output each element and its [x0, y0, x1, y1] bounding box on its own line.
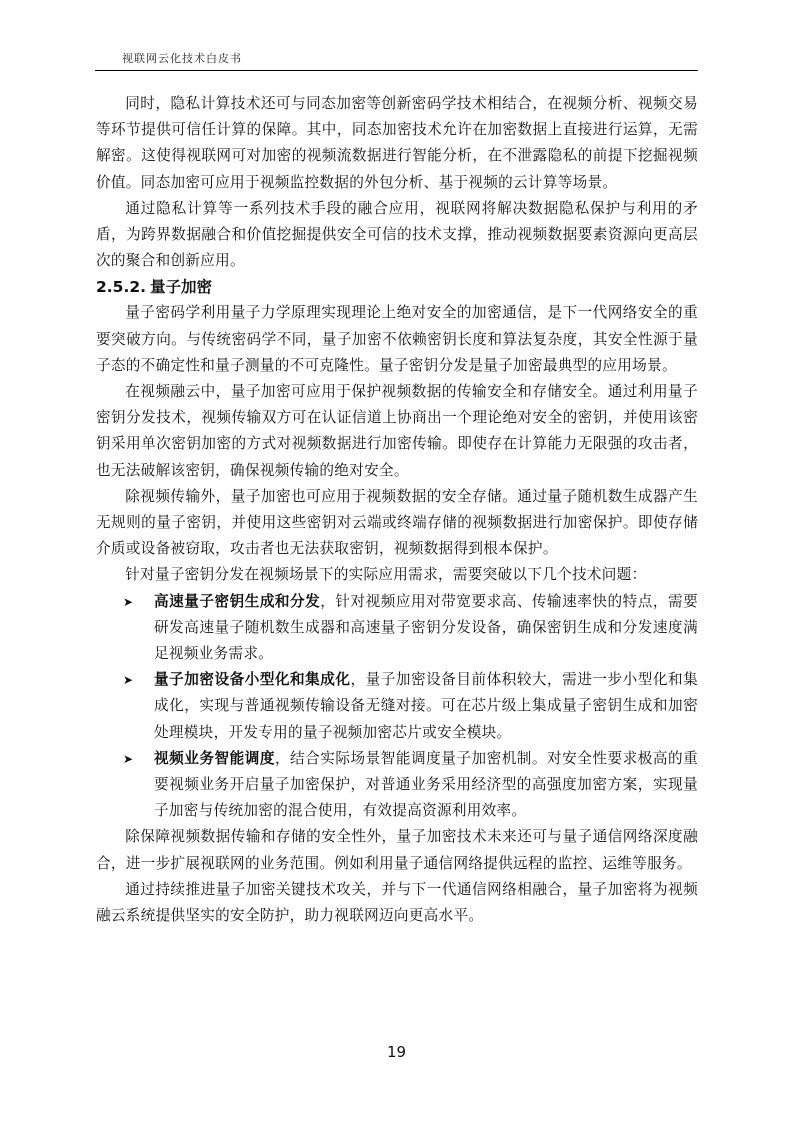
section-heading: [96, 274, 698, 300]
paragraph: 除保障视频数据传输和存储的安全性外，量子加密技术未来还可与量子通信网络深度融合，进一步扩展视联网的业务范围。例如利用量子通信网络提供远程的监控、运维等服务。: [96, 828, 698, 872]
bullet-item: [96, 667, 698, 746]
arrowhead-right-icon: ➤: [123, 594, 134, 609]
paragraph: 量子密码学利用量子力学原理实现理论上绝对安全的加密通信，是下一代网络安全的重要突破方向。与传统密码学不同，量子加密不依赖密钥长度和算法复杂度，其安全性源于量子态的不确定性和量子测量的不可克隆性。量子密钥分发是量子加密最典型的应用场景。: [96, 304, 698, 374]
arrowhead-right-icon: ➤: [123, 751, 134, 766]
page-body: [96, 91, 698, 929]
section-title: 量子加密: [150, 278, 213, 297]
bullet-text: ，结合实际场景智能调度量子加密机制。对安全性要求极高的重要视频业务开启量子加密保护，对普通业务采用经济型的高强度加密方案，实现量子加密与传统加密的混合使用，有效提高资源利用效率。: [154, 749, 698, 820]
section-number: 2.5.2.: [96, 278, 147, 297]
bullet-item: [96, 746, 698, 825]
bullet-title: 高速量子密钥生成和分发: [154, 592, 321, 610]
bullet-title: 视频业务智能调度: [154, 749, 275, 767]
arrowhead-right-icon: ➤: [123, 673, 134, 688]
header-divider: [95, 70, 698, 71]
paragraph: 同时，隐私计算技术还可与同态加密等创新密码学技术相结合，在视频分析、视频交易等环节提供可信任计算的保障。其中，同态加密技术允许在加密数据上直接进行运算，无需解密。这使得视联网可对加密的视频流数据进行智能分析，在不泄露隐私的前提下挖掘视频价值。同态加密可应用于视频监控数据的外包分析、基于视频的云计算等场景。: [96, 95, 698, 191]
paragraph: 在视频融云中，量子加密可应用于保护视频数据的传输安全和存储安全。通过利用量子密钥分发技术，视频传输双方可在认证信道上协商出一个理论绝对安全的密钥，并使用该密钥采用单次密钥加密的方式对视频数据进行加密传输。即使存在计算能力无限强的攻击者，也无法破解该密钥，确保视频传输的绝对安全。: [96, 383, 698, 479]
bullet-text: ，量子加密设备目前体积较大，需进一步小型化和集成化，实现与普通视频传输设备无缝对接。可在芯片级上集成量子密钥生成和加密处理模块，开发专用的量子视频加密芯片或安全模块。: [154, 671, 699, 741]
bullet-title: 量子加密设备小型化和集成化: [154, 671, 351, 689]
header-title: 视联网云化技术白皮书: [122, 52, 242, 65]
paragraph: 通过持续推进量子加密关键技术攻关，并与下一代通信网络相融合，量子加密将为视频融云系统提供坚实的安全防护，助力视联网迈向更高水平。: [96, 880, 698, 925]
paragraph: 通过隐私计算等一系列技术手段的融合应用，视联网将解决数据隐私保护与利用的矛盾，为跨界数据融合和价值挖掘提供安全可信的技术支撑，推动视频数据要素资源向更高层次的聚合和创新应用。: [96, 199, 698, 270]
paragraph: 除视频传输外，量子加密也可应用于视频数据的安全存储。通过量子随机数生成器产生无规则的量子密钥，并使用这些密钥对云端或终端存储的视频数据进行加密保护。即使存储介质或设备被窃取，攻击者也无法获取密钥，视频数据得到根本保护。: [96, 487, 698, 558]
bullet-text: ，针对视频应用对带宽要求高、传输速率快的特点，需要研发高速量子随机数生成器和高速量子密钥分发设备，确保密钥生成和分发速度满足视频业务需求。: [154, 592, 698, 663]
bullet-item: [96, 589, 698, 668]
page-number: 19: [386, 1043, 407, 1061]
paragraph: 针对量子密钥分发在视频场景下的实际应用需求，需要突破以下几个技术问题：: [125, 566, 647, 584]
